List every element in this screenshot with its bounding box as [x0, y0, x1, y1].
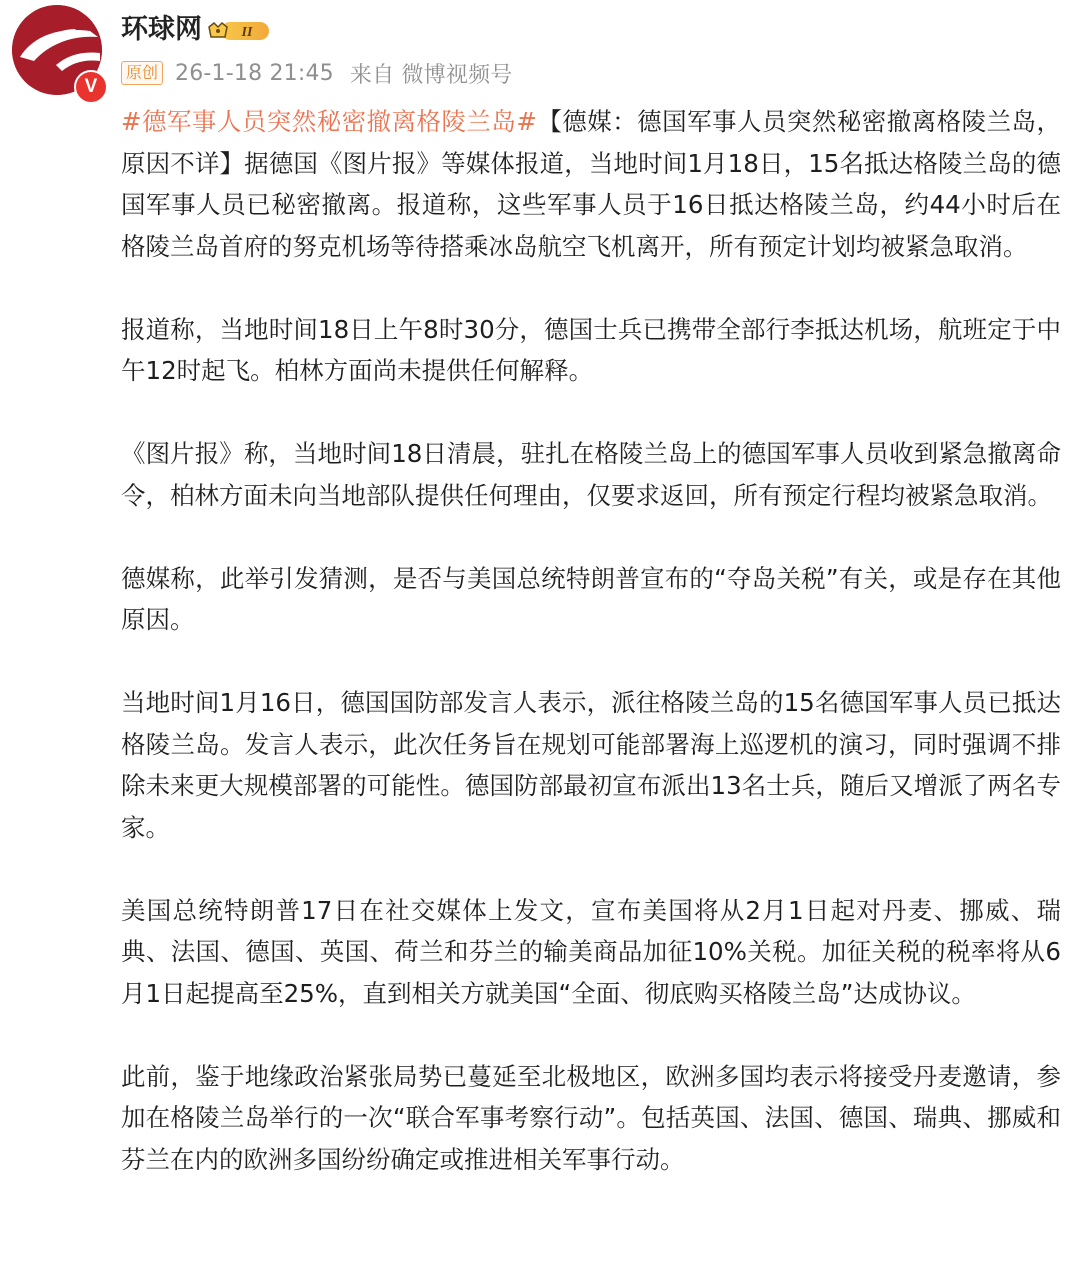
post-meta [121, 58, 512, 88]
post-paragraph: 此前，鉴于地缘政治紧张局势已蔓延至北极地区，欧洲多国均表示将接受丹麦邀请，参加在格陵兰岛举行的一次“联合军事考察行动”。包括英国、法国、德国、瑞典、挪威和芬兰在内的欧洲多国纷纷确定或推进相关军事行动。 [121, 1061, 1061, 1174]
hashtag-link[interactable]: #德军事人员突然秘密撤离格陵兰岛# [121, 107, 537, 136]
original-tag: 原创 [121, 61, 163, 85]
post-source[interactable]: 来自 微博视频号 [349, 62, 513, 88]
post-timestamp[interactable]: 26-1-18 21:45 [175, 60, 334, 86]
headline-text: 【德媒：德国军事人员突然秘密撤离格陵兰岛，原因不详】据德国《图片报》等媒体报道，当地时间1月18日，15名抵达格陵兰岛的德国军事人员已秘密撤离。报道称，这些军事人员于16日抵达格陵兰岛，约44小时后在格陵兰岛首府的努克机场等待搭乘冰岛航空飞机离开，所有预定计划均被紧急取消。 [121, 107, 1062, 261]
post-paragraph: 当地时间1月16日，德国国防部发言人表示，派往格陵兰岛的15名德国军事人员已抵达格陵兰岛。发言人表示，此次任务旨在规划可能部署海上巡逻机的演习，同时强调不排除未来更大规模部署的可能性。德国防部最初宣布派出13名士兵，随后又增派了两名专家。 [121, 688, 1061, 842]
post-paragraph: 报道称，当地时间18日上午8时30分，德国士兵已携带全部行李抵达机场，航班定于中午12时起飞。柏林方面尚未提供任何解释。 [121, 314, 1061, 385]
author-name[interactable]: 环球网 [121, 14, 202, 45]
post-paragraph: 美国总统特朗普17日在社交媒体上发文，宣布美国将从2月1日起对丹麦、挪威、瑞典、法国、德国、英国、荷兰和芬兰的输美商品加征10%关税。加征关税的税率将从6月1日起提高至25%，直到相关方就美国“全面、彻底购买格陵兰岛”达成协议。 [121, 895, 1061, 1008]
post-paragraph: 德媒称，此举引发猜测，是否与美国总统特朗普宣布的“夺岛关税”有关，或是存在其他原因。 [121, 563, 1061, 634]
user-level-badge-icon[interactable] [207, 18, 271, 44]
post-content [121, 101, 1061, 1222]
post-header [0, 0, 1080, 105]
verified-badge-icon: V [74, 70, 108, 104]
post-paragraph [121, 101, 1061, 267]
level-text: II [241, 25, 253, 40]
post-paragraph: 《图片报》称，当地时间18日清晨，驻扎在格陵兰岛上的德国军事人员收到紧急撤离命令，柏林方面未向当地部队提供任何理由，仅要求返回，所有预定行程均被紧急取消。 [121, 439, 1061, 510]
